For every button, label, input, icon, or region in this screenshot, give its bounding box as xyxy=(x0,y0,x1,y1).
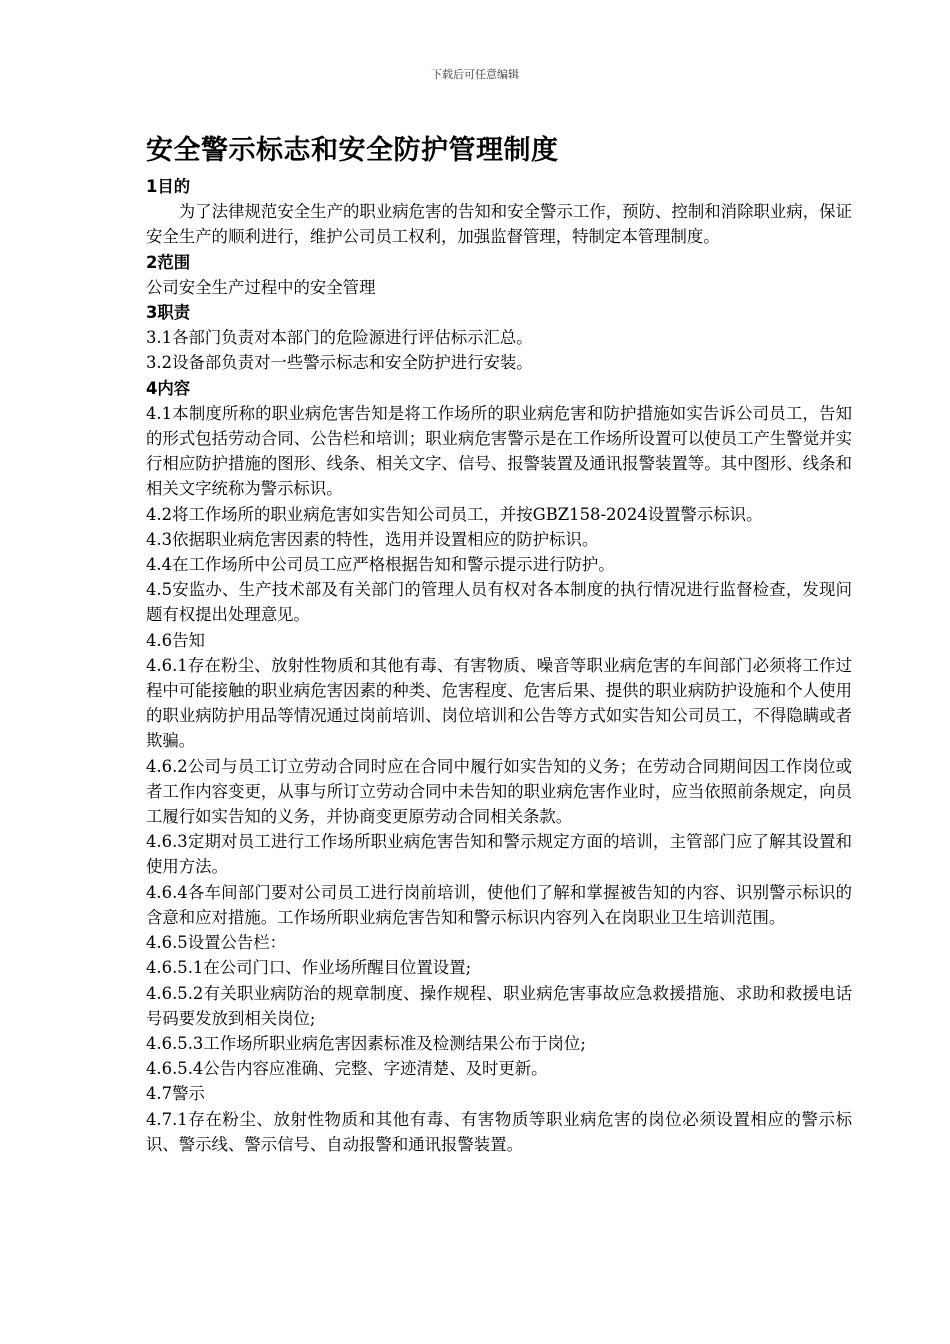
paragraph-4-6-1: 4.6.1存在粉尘、放射性物质和其他有毒、有害物质、噪音等职业病危害的车间部门必须将工作过程中可能接触的职业病危害因素的种类、危害程度、危害后果、提供的职业病防护设施和个人使用的职业病防护用品等情况通过岗前培训、岗位培训和公告等方式如实告知公司员工，不得隐瞒或者欺骗。 xyxy=(146,655,852,751)
paragraph-4-3: 4.3依据职业病危害因素的特性，选用并设置相应的防护标识。 xyxy=(146,529,599,549)
section-heading-content: 4内容 xyxy=(146,378,191,398)
document-title: 安全警示标志和安全防护管理制度 xyxy=(146,135,559,166)
document-body xyxy=(146,174,852,1157)
section-heading-scope: 2范围 xyxy=(146,252,191,272)
paragraph-scope: 公司安全生产过程中的安全管理 xyxy=(146,277,376,297)
paragraph-4-6-5: 4.6.5设置公告栏： xyxy=(146,933,287,953)
paragraph-4-6-5-4: 4.6.5.4公告内容应准确、完整、字迹清楚、及时更新。 xyxy=(146,1059,548,1079)
paragraph-4-6-3: 4.6.3定期对员工进行工作场所职业病危害告知和警示规定方面的培训，主管部门应了解其设置和使用方法。 xyxy=(146,832,852,877)
paragraph-4-2: 4.2将工作场所的职业病危害如实告知公司员工，并按GBZ158-2024设置警示标识。 xyxy=(146,504,763,524)
paragraph-purpose: 为了法律规范安全生产的职业病危害的告知和安全警示工作，预防、控制和消除职业病，保证安全生产的顺利进行，维护公司员工权利，加强监督管理，特制定本管理制度。 xyxy=(146,202,852,247)
header-note: 下载后可任意编辑 xyxy=(431,68,519,81)
paragraph-4-7: 4.7警示 xyxy=(146,1084,205,1104)
paragraph-3-2: 3.2设备部负责对一些警示标志和安全防护进行安装。 xyxy=(146,353,533,373)
paragraph-4-4: 4.4在工作场所中公司员工应严格根据告知和警示提示进行防护。 xyxy=(146,555,615,575)
section-heading-purpose: 1目的 xyxy=(146,177,191,196)
paragraph-4-6-5-1: 4.6.5.1在公司门口、作业场所醒目位置设置; xyxy=(146,958,472,978)
section-heading-duties: 3职责 xyxy=(146,303,191,323)
paragraph-4-1: 4.1本制度所称的职业病危害告知是将工作场所的职业病危害和防护措施如实告诉公司员工，告知的形式包括劳动合同、公告栏和培训；职业病危害警示是在工作场所设置可以使员工产生警觉并实行相应防护措施的图形、线条、相关文字、信号、报警装置及通讯报警装置等。其中图形、线条和相关文字统称为警示标识。 xyxy=(146,403,852,499)
paragraph-4-6-2: 4.6.2公司与员工订立劳动合同时应在合同中履行如实告知的义务；在劳动合同期间因工作岗位或者工作内容变更，从事与所订立劳动合同中未告知的职业病危害作业时，应当依照前条规定，向员工履行如实告知的义务，并协商变更原劳动合同相关条款。 xyxy=(146,756,852,827)
paragraph-4-5: 4.5安监办、生产技术部及有关部门的管理人员有权对各本制度的执行情况进行监督检查，发现问题有权提出处理意见。 xyxy=(146,580,852,625)
paragraph-4-7-1: 4.7.1存在粉尘、放射性物质和其他有毒、有害物质等职业病危害的岗位必须设置相应的警示标识、警示线、警示信号、自动报警和通讯报警装置。 xyxy=(146,1109,852,1154)
paragraph-4-6-5-3: 4.6.5.3工作场所职业病危害因素标准及检测结果公布于岗位; xyxy=(146,1033,586,1053)
paragraph-3-1: 3.1各部门负责对本部门的危险源进行评估标示汇总。 xyxy=(146,328,533,348)
paragraph-4-6-5-2: 4.6.5.2有关职业病防治的规章制度、操作规程、职业病危害事故应急救援措施、求助和救援电话号码要发放到相关岗位; xyxy=(146,983,852,1028)
paragraph-4-6-4: 4.6.4各车间部门要对公司员工进行岗前培训，使他们了解和掌握被告知的内容、识别警示标识的含意和应对措施。工作场所职业病危害告知和警示标识内容列入在岗职业卫生培训范围。 xyxy=(146,882,852,927)
paragraph-4-6: 4.6告知 xyxy=(146,630,205,650)
